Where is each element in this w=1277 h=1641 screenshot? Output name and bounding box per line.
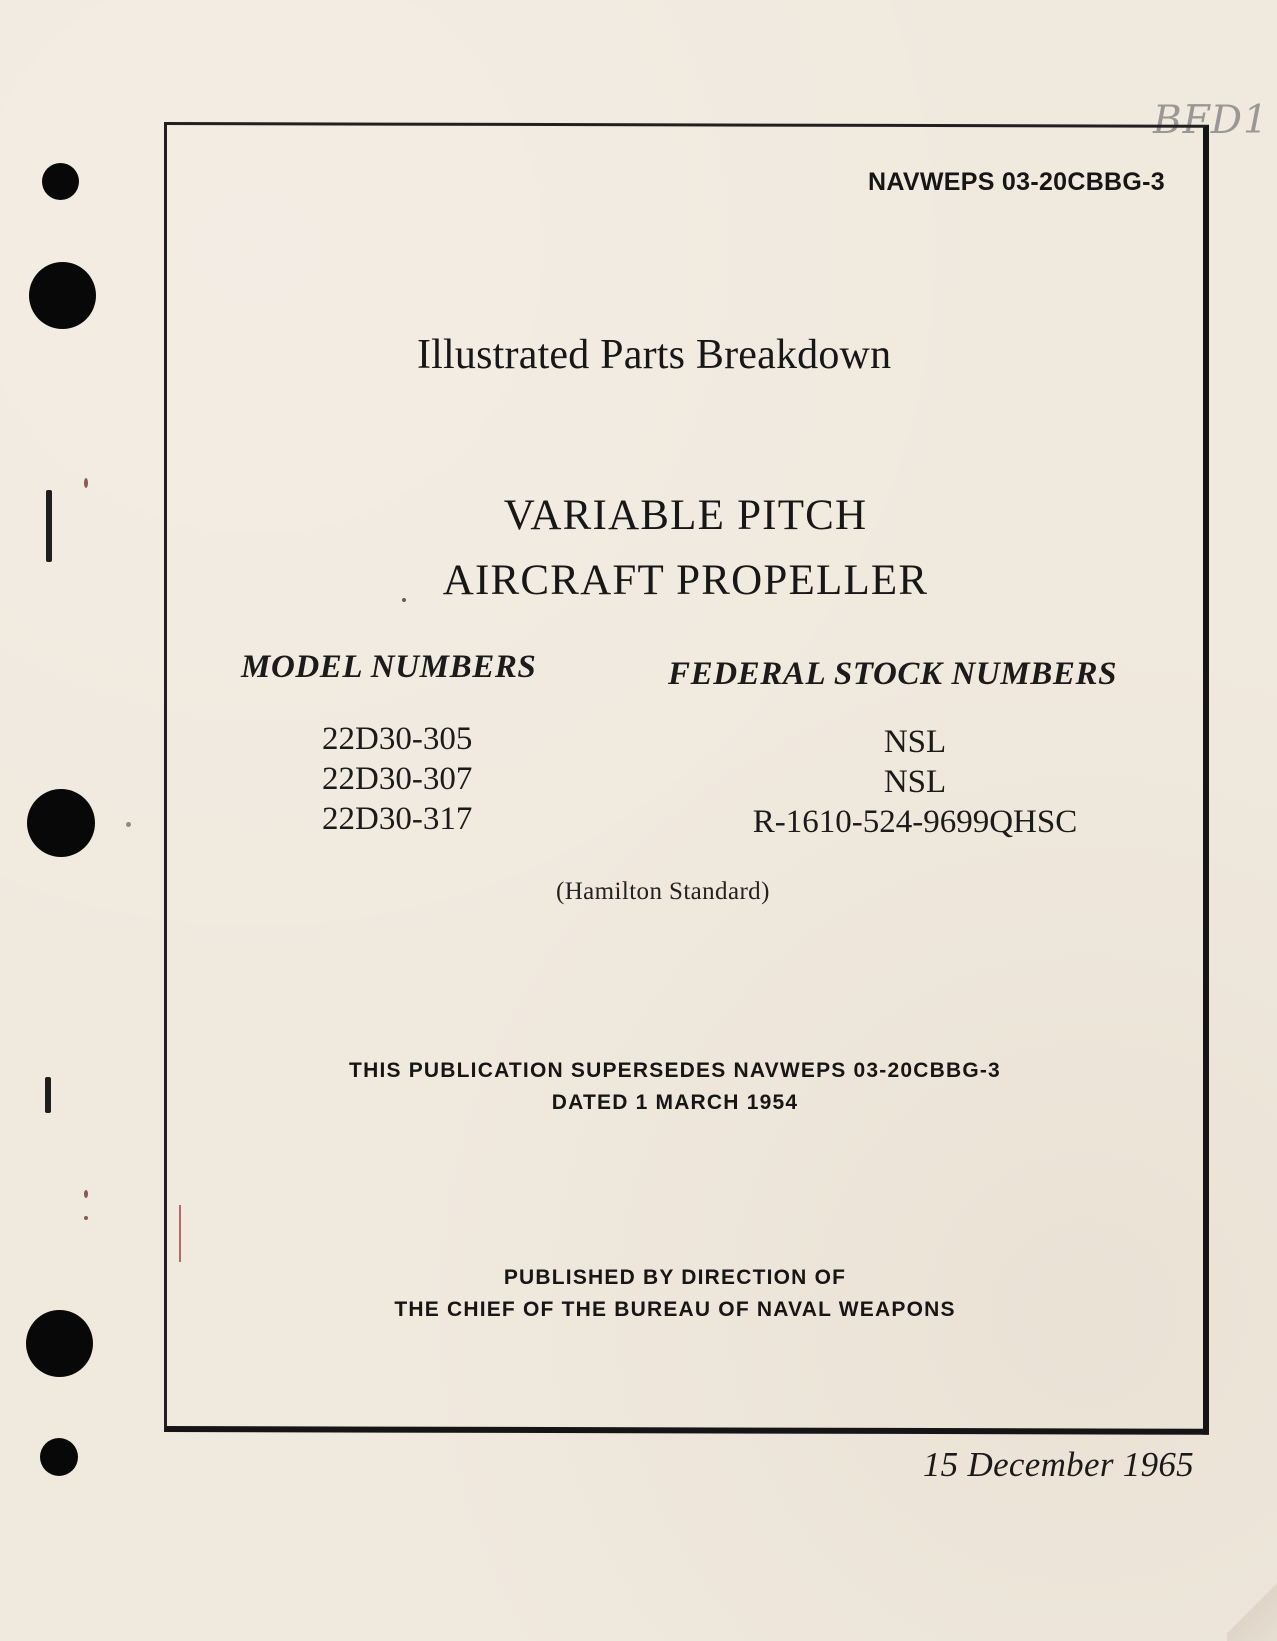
title-line: AIRCRAFT PROPELLER — [442, 557, 929, 604]
binder-hole-icon — [29, 262, 96, 329]
supersedes-line: DATED 1 MARCH 1954 — [551, 1091, 799, 1114]
page-corner-curl — [1227, 1573, 1277, 1641]
document-subtitle: Illustrated Parts Breakdown — [417, 332, 892, 378]
paper-speck — [84, 1190, 88, 1198]
handwritten-initials: BFD1 — [1153, 98, 1269, 143]
title-line: VARIABLE PITCH — [503, 492, 868, 539]
model-number: 22D30-317 — [322, 801, 473, 837]
supersedes-notice — [330, 1055, 1020, 1119]
stock-number: NSL — [883, 724, 947, 760]
publisher-notice — [330, 1262, 1020, 1326]
stock-number-list — [700, 722, 1130, 842]
supersedes-line: THIS PUBLICATION SUPERSEDES NAVWEPS 03-20CBBG-3 — [349, 1059, 1001, 1082]
publication-date: 15 December 1965 — [922, 1445, 1194, 1484]
document-title — [383, 483, 988, 613]
publisher-line: PUBLISHED BY DIRECTION OF — [503, 1266, 847, 1289]
model-number-list — [322, 719, 512, 839]
binding-mark — [45, 1077, 51, 1113]
paper-speck — [84, 1216, 88, 1220]
binding-mark — [46, 490, 52, 562]
stock-numbers-heading: FEDERAL STOCK NUMBERS — [668, 656, 1118, 692]
stock-number: NSL — [883, 764, 947, 800]
manufacturer-note: (Hamilton Standard) — [556, 878, 770, 905]
model-number: 22D30-305 — [322, 721, 473, 757]
publisher-line: THE CHIEF OF THE BUREAU OF NAVAL WEAPONS — [394, 1298, 956, 1321]
stock-number: R-1610-524-9699QHSC — [752, 804, 1078, 840]
binder-hole-icon — [40, 1438, 78, 1476]
model-numbers-heading: MODEL NUMBERS — [241, 649, 537, 685]
model-number: 22D30-307 — [322, 761, 473, 797]
binder-hole-icon — [26, 1310, 93, 1377]
paper-speck — [126, 822, 131, 827]
paper-speck — [84, 478, 88, 488]
document-number: NAVWEPS 03-20CBBG-3 — [868, 168, 1165, 196]
binder-hole-icon — [27, 789, 95, 857]
binder-hole-icon — [42, 163, 79, 200]
